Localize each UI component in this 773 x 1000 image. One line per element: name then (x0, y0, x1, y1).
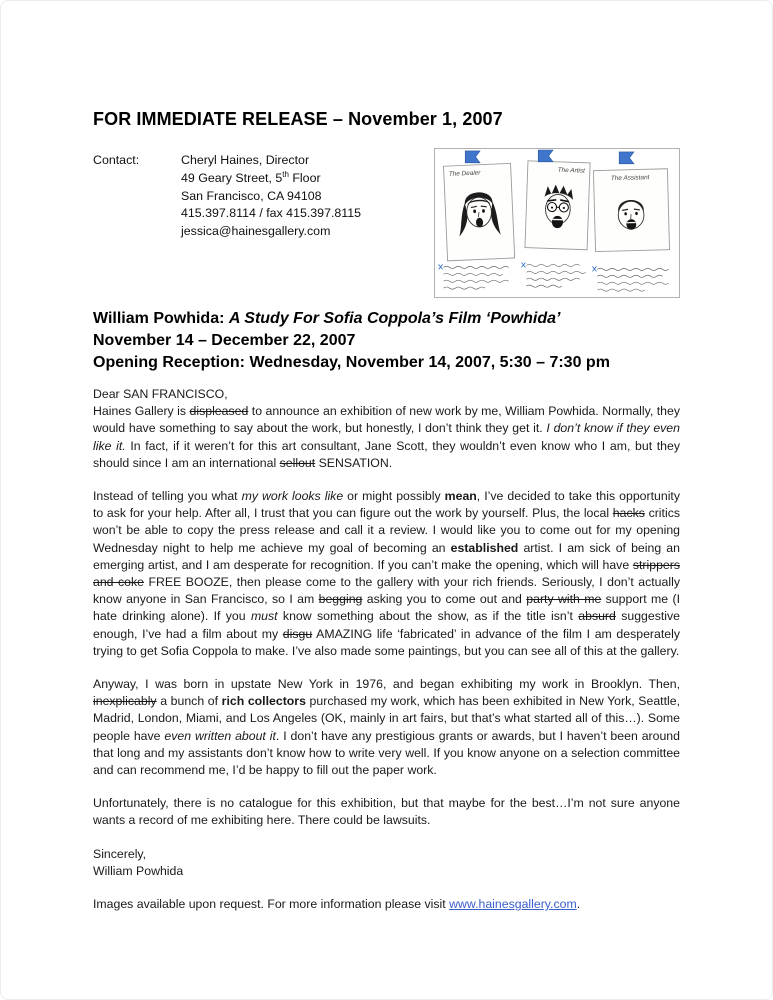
reception-info: Opening Reception: Wednesday, November 14, 2007, 5:30 – 7:30 pm (93, 354, 610, 371)
show-title: A Study For Sofia Coppola’s Film ‘Powhida’ (228, 310, 561, 327)
closing-salutation: Sincerely, (93, 846, 147, 861)
figure-label-dealer: The Dealer (448, 169, 481, 178)
paragraph-1 (93, 386, 680, 472)
closing-block (93, 846, 680, 880)
artwork-sketch (435, 149, 679, 297)
release-heading: FOR IMMEDIATE RELEASE – November 1, 2007 (93, 109, 503, 129)
footer-period: . (576, 897, 581, 912)
footer-note (93, 896, 680, 913)
paragraph-2-text: Instead of telling you what my work looks like or might possibly mean, I’ve decided to take this opportunity to ask for your help. After all, I trust that you can figure out the work by yourself. Plus, the local hacks critics won’t be able to copy the press release and call it a review. I would like you to come out for my opening Wednesday night to help me achieve my goal of becoming an established artist. I am sick of being an emerging artist, and I am desperate for recognition. If you can’t make the opening, which will have strippers and coke FREE BOOZE, then please come to the gallery with your rich friends. Seriously, I don’t actually know anyone in San Francisco, so I am begging asking you to come out and party with me support me (I hate drinking alone). If you must know something about the show, as if the title isn’t absurd suggestive enough, I’ve had a film about my disgu AMAZING life ‘fabricated’ in advance of the film I am desperately trying to get Sofia Coppola to make. I’ve also made some paintings, but you can see all of this at the gallery. (93, 489, 680, 658)
artwork-image (434, 148, 680, 298)
letter-body (93, 386, 680, 913)
contact-details (181, 152, 361, 241)
contact-email: jessica@hainesgallery.com (181, 224, 331, 239)
contact-name: Cheryl Haines, Director (181, 153, 310, 167)
contact-block (93, 152, 361, 241)
figure-label-artist: The Artist (557, 166, 586, 175)
contact-street (181, 170, 361, 188)
exhibition-title (93, 308, 680, 330)
paragraph-1-text: Haines Gallery is displeased to announce an exhibition of new work by me, William Powhida. Normally, they would have something to say about the work, but honestly, I don’t think they get it. I don’t know if they even like it. In fact, if it weren’t for this art consultant, Jane Scott, they wouldn’t even know who I am, but they should since I am an international sellout SENSATION. (93, 404, 681, 470)
figure-label-assistant: The Assistant (610, 174, 650, 183)
gallery-website-link[interactable]: www.hainesgallery.com (449, 897, 577, 912)
street-text: 49 Geary Street, 5 (181, 170, 283, 185)
footer-text: Images available upon request. For more information please visit (93, 897, 450, 912)
signature-name: William Powhida (93, 863, 184, 878)
paragraph-4 (93, 795, 680, 829)
contact-city: San Francisco, CA 94108 (181, 188, 322, 203)
paragraph-3 (93, 676, 680, 779)
exhibition-title-block (93, 308, 680, 374)
salutation: Dear SAN FRANCISCO, (93, 387, 228, 401)
paragraph-3-text: Anyway, I was born in upstate New York in 1976, and began exhibiting my work in Brooklyn. Then, inexplicably a bunch of rich collectors purchased my work, which has been exhibited in New York, Seattle, Madrid, London, Miami, and Los Angeles (OK, mainly in art fairs, but that’s what started all of this…). Some people have even written about it. I don’t have any prestigious grants or awards, but I haven’t been around that long and my assistants don’t know how to write very well. If you know anyone on a selection committee and can recommend me, I’d be happy to fill out the paper work. (93, 677, 680, 778)
paragraph-4-text: Unfortunately, there is no catalogue for this exhibition, but that maybe for the best…I’m not sure anyone wants a record of me exhibiting here. There could be lawsuits. (93, 796, 680, 828)
paragraph-2 (93, 488, 680, 660)
artist-name: William Powhida: (93, 310, 229, 327)
contact-phone: 415.397.8114 / fax 415.397.8115 (181, 206, 362, 221)
street-text-suffix: Floor (288, 170, 321, 185)
contact-label: Contact: (93, 153, 140, 167)
ordinal-suffix: th (282, 169, 289, 179)
exhibition-dates: November 14 – December 22, 2007 (93, 332, 356, 349)
contact-section (93, 152, 680, 298)
